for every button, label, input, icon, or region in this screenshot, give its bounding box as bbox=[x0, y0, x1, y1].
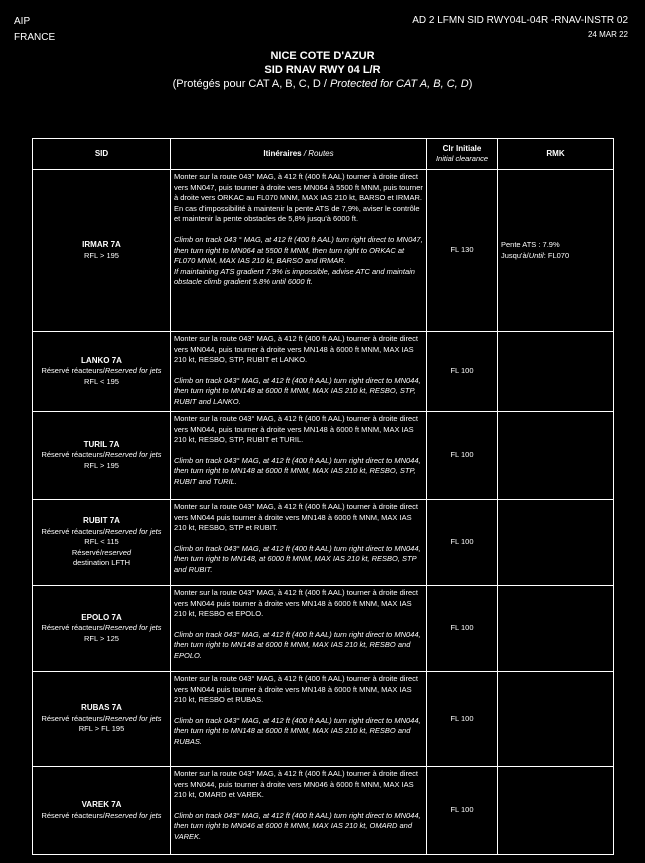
rmk-cell bbox=[498, 672, 614, 767]
route-cell bbox=[171, 332, 427, 412]
sid-cell bbox=[33, 332, 171, 412]
route-cell bbox=[171, 170, 427, 332]
sid-restriction bbox=[33, 450, 170, 461]
sid-restriction-en: Reserved for jets bbox=[104, 526, 162, 536]
sid-restriction-fr: Réservé réacteurs/ bbox=[41, 366, 105, 376]
sid-restriction bbox=[33, 537, 170, 548]
route-en: Climb on track 043° MAG, at 412 ft (400 ft AAL) turn right direct to MN044, then turn right to MN148, at 6000 ft MNM, MAX IAS 210 kt, RESBO, STP and RUBIT. bbox=[174, 543, 421, 574]
header-right bbox=[412, 14, 628, 42]
table-row bbox=[33, 500, 614, 586]
sid-restriction-en: Reserved for jets bbox=[104, 450, 162, 460]
rmk-cell bbox=[498, 412, 614, 500]
sid-restriction-fr: Réservé/ bbox=[71, 547, 102, 557]
route-en: Climb on track 043° MAG, at 412 ft (400 ft AAL) turn right direct to MN044, then turn right to MN148 at 6000 ft MNM, MAX IAS 210 kt, RESBO, STP, RUBIT and LANKO. bbox=[174, 375, 421, 406]
sid-restriction-fr: Réservé réacteurs/ bbox=[41, 450, 105, 460]
title-block bbox=[0, 49, 645, 91]
sid-restriction-en: Reserved for jets bbox=[104, 623, 162, 633]
aerodrome-title: NICE COTE D'AZUR bbox=[270, 50, 375, 62]
sid-name: VAREK 7A bbox=[81, 799, 122, 809]
sid-restriction bbox=[33, 461, 170, 472]
route-fr: Monter sur la route 043° MAG, à 412 ft (400 ft AAL) tourner à droite direct vers MN044, puis tourner à droite vers MN148 à 6000 ft MNM, MAX IAS 210 kt, RESBO, STP, RUBIT et TURIL. bbox=[174, 414, 418, 445]
header-routes-sep: / bbox=[301, 149, 309, 158]
sid-restriction-en: Reserved for jets bbox=[104, 810, 162, 820]
header-rmk: RMK bbox=[498, 139, 614, 170]
initial-clearance-cell: FL 100 bbox=[427, 767, 498, 855]
route-cell bbox=[171, 500, 427, 586]
rmk-cell bbox=[498, 586, 614, 672]
sid-restriction-en: Reserved for jets bbox=[104, 713, 162, 723]
subtitle-en: Protected for CAT A, B, C, D bbox=[329, 78, 469, 90]
sid-restriction bbox=[33, 634, 170, 645]
sid-restriction bbox=[33, 366, 170, 377]
initial-clearance-cell: FL 100 bbox=[427, 412, 498, 500]
sid-restriction-fr: RFL > 195 bbox=[84, 250, 119, 260]
sid-cell bbox=[33, 412, 171, 500]
sid-restriction bbox=[33, 251, 170, 262]
route-en: Climb on track 043° MAG, at 412 ft (400 ft AAL) turn right direct to MN044, then turn right to MN148 at 6000 ft MNM, MAX IAS 210 kt, RESBO and EPOLO. bbox=[174, 629, 421, 660]
sid-restriction-fr: RFL > 195 bbox=[84, 460, 119, 470]
header-routes-en: Routes bbox=[308, 149, 334, 158]
header-left bbox=[14, 14, 55, 46]
sid-cell bbox=[33, 672, 171, 767]
sid-restriction bbox=[33, 811, 170, 822]
rmk-cell bbox=[498, 500, 614, 586]
header-clearance bbox=[427, 139, 498, 170]
sid-restriction bbox=[33, 714, 170, 725]
table-row bbox=[33, 170, 614, 332]
rmk-line-2-end: : FL070 bbox=[543, 250, 570, 260]
header-clearance-en: Initial clearance bbox=[435, 154, 489, 163]
sid-name: RUBAS 7A bbox=[81, 703, 122, 713]
route-cell bbox=[171, 586, 427, 672]
sid-name: EPOLO 7A bbox=[81, 612, 122, 622]
route-en: Climb on track 043° MAG, at 412 ft (400 ft AAL) turn right direct to MN044, then turn right to MN046 at 6000 ft MNM, MAX IAS 210 kt, OMARD and VAREK. bbox=[174, 810, 421, 841]
initial-clearance-cell: FL 100 bbox=[427, 332, 498, 412]
sid-cell bbox=[33, 586, 171, 672]
route-en: Climb on track 043 ° MAG, at 412 ft (400 ft AAL) turn right direct to MN047, then turn right to MN064 at 5500 ft MNM, then turn right to ORKAC at FL070 MNM, MAX IAS 210 kt, BARSO and IRMAR. If maintaining ATS gradient 7.9% is impossible, advise ATC and maintain obstacle climb gradient 5.8% until 6000 ft. bbox=[174, 234, 423, 287]
initial-clearance-cell: FL 100 bbox=[427, 672, 498, 767]
route-fr: Monter sur la route 043° MAG, à 412 ft (400 ft AAL) tourner à droite direct vers MN044 puis tourner à droite vers MN148 à 6000 ft MNM, MAX IAS 210 kt, RESBO et RUBAS. bbox=[174, 674, 418, 705]
rmk-cell bbox=[498, 332, 614, 412]
sid-restriction-en: reserved bbox=[101, 547, 132, 557]
route-cell bbox=[171, 767, 427, 855]
sid-restriction bbox=[33, 558, 170, 569]
subtitle-fr: (Protégés pour CAT A, B, C, D / bbox=[172, 78, 330, 90]
sid-cell bbox=[33, 500, 171, 586]
table-header-row bbox=[33, 139, 614, 170]
table-row bbox=[33, 767, 614, 855]
header-sid: SID bbox=[33, 139, 171, 170]
initial-clearance-cell: FL 130 bbox=[427, 170, 498, 332]
header-routes-fr: Itinéraires bbox=[263, 149, 302, 158]
sid-restriction bbox=[33, 548, 170, 559]
route-fr: Monter sur la route 043° MAG, à 412 ft (400 ft AAL) tourner à droite direct vers MN047, puis tourner à droite vers MN064 à 5500 ft MNM, puis tourner à droite vers ORKAC au FL070 MNM, MAX IAS 210 kt, BARSO et IRMAR. En cas d'impossibilité à maintenir la pente ATS de 7,9%, aviser le contrôle et maintenir la pente obstacles de 5,8% jusqu'à 6000 ft. bbox=[174, 172, 423, 224]
header-country: FRANCE bbox=[14, 32, 56, 43]
sid-restriction-fr: Réservé réacteurs/ bbox=[41, 526, 105, 536]
route-fr: Monter sur la route 043° MAG, à 412 ft (400 ft AAL) tourner à droite direct vers MN044 puis tourner à droite vers MN148 à 6000 ft MNM, MAX IAS 210 kt, RESBO, STP et RUBIT. bbox=[174, 502, 418, 533]
protection-subtitle bbox=[0, 77, 645, 91]
sid-restriction bbox=[33, 527, 170, 538]
initial-clearance-cell: FL 100 bbox=[427, 586, 498, 672]
sid-restriction-en: Reserved for jets bbox=[104, 366, 162, 376]
sid-name: LANKO 7A bbox=[81, 355, 122, 365]
route-en: Climb on track 043° MAG, at 412 ft (400 ft AAL) turn right direct to MN044, then turn right to MN148 at 6000 ft MNM, MAX IAS 210 kt, RESBO and RUBAS. bbox=[174, 715, 421, 746]
table-row bbox=[33, 586, 614, 672]
rmk-line-2 bbox=[501, 251, 613, 262]
table-row bbox=[33, 672, 614, 767]
sid-name: RUBIT 7A bbox=[83, 516, 120, 526]
sid-restriction-fr: RFL > 125 bbox=[84, 633, 119, 643]
subtitle-end: ) bbox=[468, 78, 473, 90]
sid-cell bbox=[33, 767, 171, 855]
route-fr: Monter sur la route 043° MAG, à 412 ft (400 ft AAL) tourner à droite direct vers MN044 puis tourner à droite vers MN148 à 6000 ft MNM, MAX IAS 210 kt, RESBO et EPOLO. bbox=[174, 588, 418, 619]
sid-cell bbox=[33, 170, 171, 332]
table-row bbox=[33, 412, 614, 500]
sid-restriction bbox=[33, 724, 170, 735]
route-cell bbox=[171, 672, 427, 767]
rmk-line-2-fr: Jusqu'à/ bbox=[501, 250, 529, 260]
sid-name: IRMAR 7A bbox=[82, 239, 121, 249]
sid-restriction bbox=[33, 377, 170, 388]
header-date: 24 MAR 22 bbox=[587, 30, 628, 39]
sid-name: TURIL 7A bbox=[83, 439, 120, 449]
header-aip: AIP bbox=[14, 16, 31, 27]
rmk-line-2-en: Until bbox=[528, 250, 544, 260]
header-document-ref: AD 2 LFMN SID RWY04L-04R -RNAV-INSTR 02 bbox=[412, 15, 628, 26]
sid-restriction bbox=[33, 623, 170, 634]
initial-clearance-cell: FL 100 bbox=[427, 500, 498, 586]
sid-table bbox=[32, 138, 614, 855]
sid-restriction-fr: destination LFTH bbox=[72, 558, 131, 568]
sid-restriction-fr: RFL > FL 195 bbox=[78, 724, 125, 734]
procedure-title: SID RNAV RWY 04 L/R bbox=[264, 64, 381, 76]
sid-restriction-fr: Réservé réacteurs/ bbox=[41, 713, 105, 723]
route-fr: Monter sur la route 043° MAG, à 412 ft (400 ft AAL) tourner à droite direct vers MN044, puis tourner à droite vers MN046 à 6000 ft MNM, MAX IAS 210 kt, OMARD et VAREK. bbox=[174, 769, 418, 800]
sid-restriction-fr: RFL < 115 bbox=[84, 537, 119, 547]
route-fr: Monter sur la route 043° MAG, à 412 ft (400 ft AAL) tourner à droite direct vers MN044, puis tourner à droite vers MN148 à 6000 ft MNM, MAX IAS 210 kt, RESBO, STP, RUBIT et LANKO. bbox=[174, 334, 418, 365]
header-routes bbox=[171, 139, 427, 170]
table-row bbox=[33, 332, 614, 412]
rmk-line-1: Pente ATS : 7.9% bbox=[501, 239, 560, 249]
route-en: Climb on track 043° MAG, at 412 ft (400 ft AAL) turn right direct to MN044, then turn right to MN148 at 6000 ft MNM, MAX IAS 210 kt, RESBO, STP, RUBIT and TURIL. bbox=[174, 455, 421, 486]
sid-restriction-fr: Réservé réacteurs/ bbox=[41, 810, 105, 820]
header-clearance-fr: Clr Initiale bbox=[442, 144, 482, 153]
sid-restriction-fr: Réservé réacteurs/ bbox=[41, 623, 105, 633]
rmk-cell bbox=[498, 767, 614, 855]
rmk-cell bbox=[498, 170, 614, 332]
route-cell bbox=[171, 412, 427, 500]
sid-restriction-fr: RFL < 195 bbox=[84, 376, 119, 386]
